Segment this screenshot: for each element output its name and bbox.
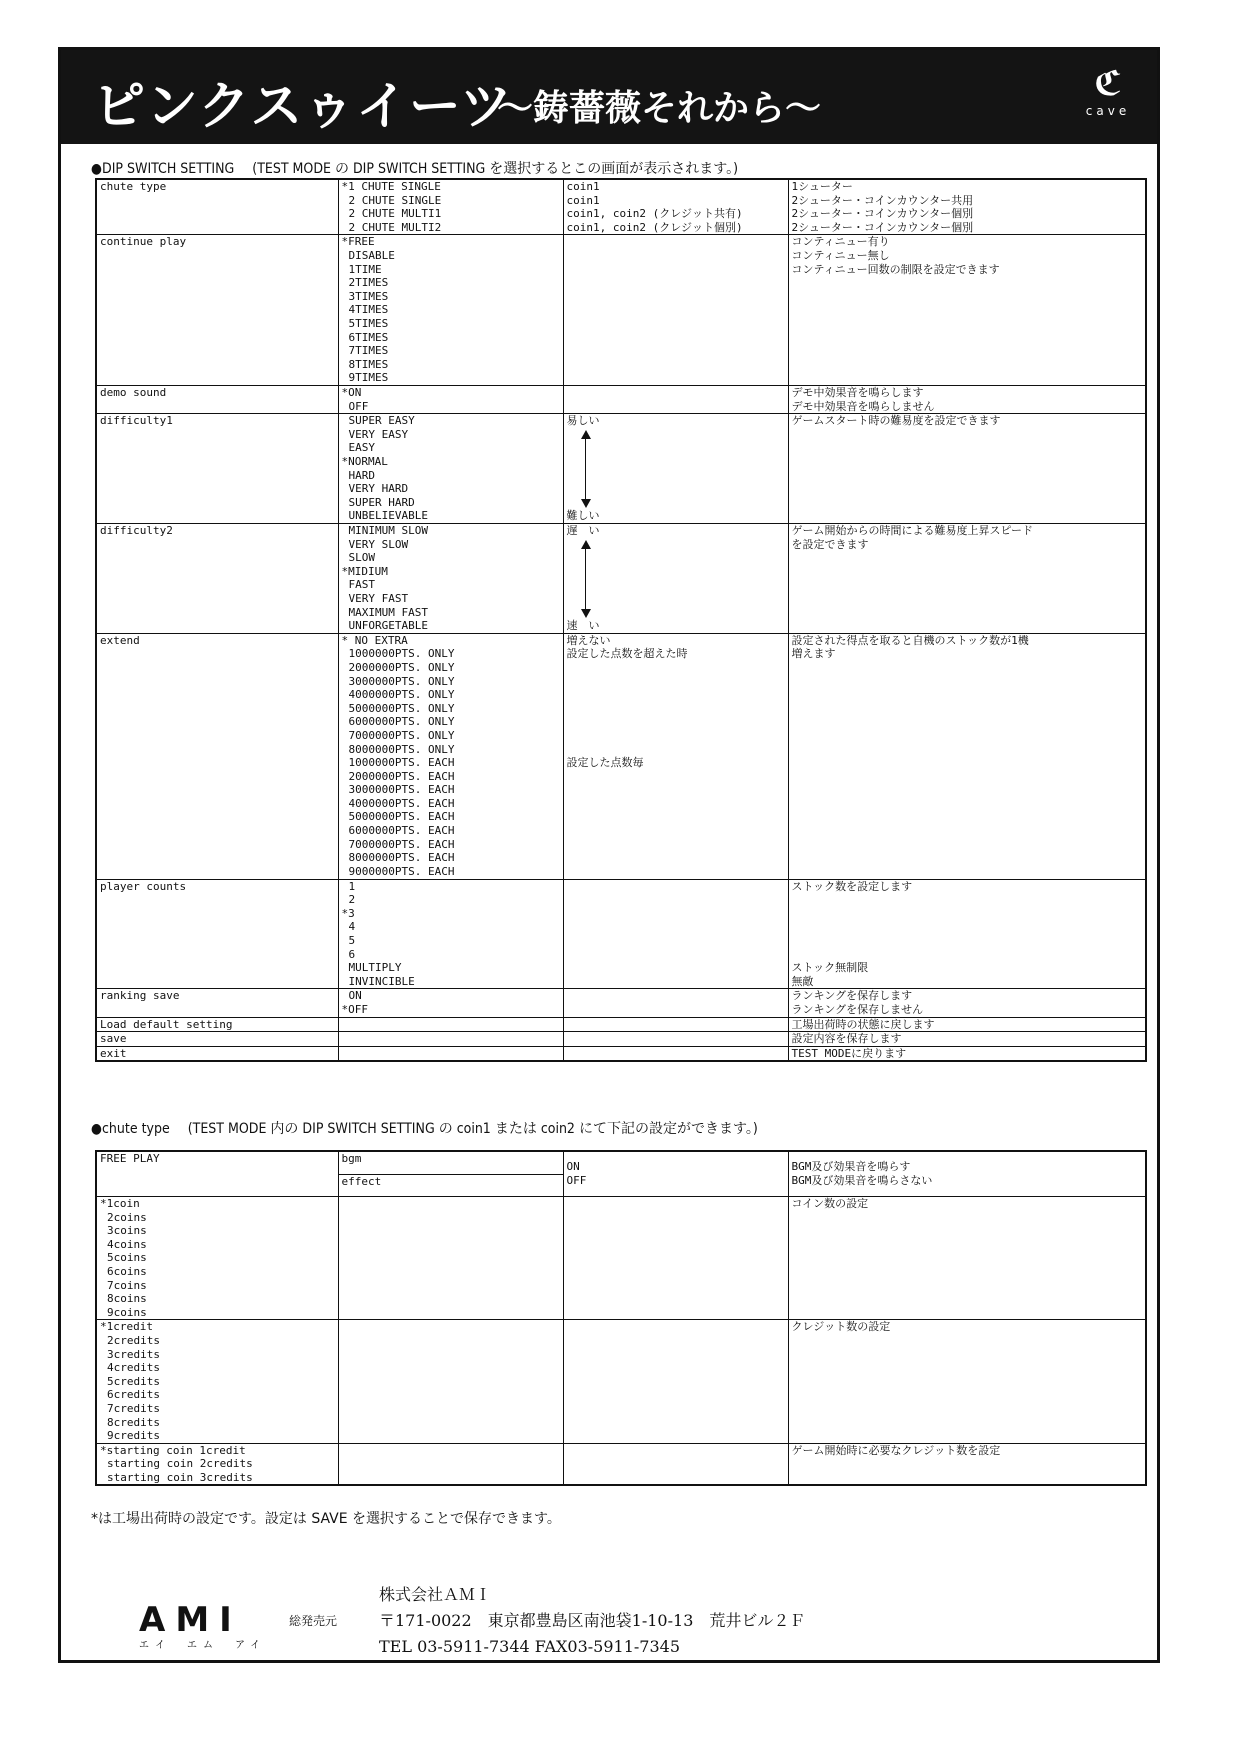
setting-value: [567, 743, 785, 757]
setting-option: UNBELIEVABLE: [348, 509, 428, 523]
setting-option: *OFF: [341, 1002, 368, 1016]
starting-cell: [96, 1443, 338, 1485]
setting-option: 7TIMES: [348, 344, 389, 358]
distributor-label: 総発売元: [289, 1614, 338, 1628]
setting-name: Load default setting: [100, 1017, 233, 1031]
starting-option: starting coin 2credits: [107, 1457, 253, 1471]
setting-option: *FREE: [341, 235, 375, 249]
company-address: 〒171-0022 東京都豊島区南池袋1-10-13 荒井ビル２Ｆ: [379, 1611, 806, 1630]
table-row: [96, 179, 1146, 235]
credits-option: 3credits: [107, 1347, 160, 1361]
coins-option: 3coins: [107, 1224, 147, 1238]
company-info: [379, 1582, 805, 1660]
setting-description: デモ中効果音を鳴らします: [791, 385, 924, 399]
setting-option: 4000000PTS. ONLY: [348, 688, 455, 702]
coins-cell: [96, 1197, 338, 1320]
setting-option: MINIMUM SLOW: [348, 523, 428, 537]
table-row: [96, 633, 1146, 879]
setting-option: 8TIMES: [348, 357, 389, 371]
range-bottom-label: 難しい: [566, 509, 600, 523]
coins-desc: コイン数の設定: [791, 1197, 869, 1210]
setting-name: player counts: [100, 879, 187, 893]
setting-option: 6000000PTS. EACH: [348, 824, 455, 838]
dip-switch-table: [95, 178, 1147, 1062]
setting-description: [792, 920, 1143, 934]
setting-option: 1000000PTS. ONLY: [348, 647, 455, 661]
table-row: [96, 1017, 1146, 1032]
setting-name: continue play: [100, 235, 187, 249]
setting-option: 6: [348, 947, 356, 961]
dip-title-note: (TEST MODE の DIP SWITCH SETTING を選択するとこの画面が表示されます。): [252, 161, 739, 177]
setting-option: 8000000PTS. ONLY: [348, 742, 455, 756]
coins-option: *1coin: [100, 1197, 140, 1210]
coins-option: 5coins: [107, 1251, 147, 1265]
cave-logo-text: cave: [1085, 104, 1131, 118]
table-row: [96, 523, 1146, 633]
table-row: [96, 989, 1146, 1017]
range-bottom-label: 速 い: [566, 619, 600, 633]
free-play-label: FREE PLAY: [100, 1152, 160, 1165]
setting-option: *NORMAL: [341, 454, 388, 468]
coins-option: 7coins: [107, 1278, 147, 1292]
setting-description: ゲーム開始からの時間による難易度上昇スピード: [791, 523, 1034, 537]
setting-description: 無敵: [791, 974, 814, 988]
setting-name: exit: [100, 1046, 127, 1060]
setting-option: 4TIMES: [348, 303, 389, 317]
setting-option: *3: [341, 906, 355, 920]
setting-name: difficulty2: [100, 523, 173, 537]
starting-desc: ゲーム開始時に必要なクレジット数を設定: [791, 1443, 1001, 1457]
setting-value: [567, 729, 785, 743]
setting-name: demo sound: [100, 385, 167, 399]
cave-logo: [1081, 64, 1135, 118]
setting-option: 3TIMES: [348, 289, 389, 303]
setting-description: 2シューター・コインカウンター個別: [791, 207, 974, 221]
chute-type-table: [95, 1150, 1147, 1486]
dip-title-text: ●DIP SWITCH SETTING: [91, 161, 235, 177]
setting-option: 5000000PTS. EACH: [348, 810, 455, 824]
setting-option: INVINCIBLE: [348, 974, 415, 988]
credits-option: 2credits: [107, 1333, 160, 1347]
title-banner: [61, 50, 1157, 144]
credits-option: 9credits: [107, 1429, 160, 1443]
setting-description: コンティニュー回数の制限を設定できます: [791, 262, 1000, 276]
credits-option: *1credit: [100, 1320, 153, 1334]
setting-description: ランキングを保存しません: [791, 1002, 924, 1016]
range-arrow-icon: [567, 428, 785, 510]
dip-section-title: [91, 158, 738, 178]
setting-description: を設定できます: [791, 537, 869, 551]
setting-description: 1シューター: [791, 180, 853, 193]
table-row: [96, 1151, 1146, 1174]
setting-description: コンティニュー無し: [791, 248, 890, 262]
document-frame: [58, 47, 1160, 1663]
setting-description: ゲームスタート時の難易度を設定できます: [791, 414, 1001, 428]
setting-option: SUPER HARD: [348, 495, 415, 509]
range-top-label: 遅 い: [566, 523, 600, 537]
setting-name: difficulty1: [100, 414, 173, 428]
coins-option: 2coins: [107, 1210, 147, 1224]
setting-option: 3000000PTS. EACH: [348, 783, 455, 797]
company-name: 株式会社ＡＭＩ: [379, 1585, 492, 1604]
setting-value: [567, 675, 785, 689]
credits-option: 5credits: [107, 1374, 160, 1388]
setting-option: FAST: [348, 578, 375, 592]
setting-option: SUPER EASY: [348, 414, 415, 428]
setting-option: 1: [348, 879, 356, 893]
setting-option: 2: [348, 893, 356, 907]
setting-option: 5TIMES: [348, 316, 389, 330]
setting-value: [567, 661, 785, 675]
setting-value: 増えない: [566, 633, 611, 647]
setting-option: 2 CHUTE MULTI1: [348, 207, 442, 221]
setting-option: OFF: [348, 399, 369, 413]
coins-option: 9coins: [107, 1305, 147, 1319]
setting-description: [792, 907, 1143, 921]
table-row: [96, 1032, 1146, 1047]
setting-description: 設定内容を保存します: [791, 1032, 902, 1046]
table-row: [96, 235, 1146, 386]
setting-option: HARD: [348, 468, 375, 482]
setting-option: 7000000PTS. ONLY: [348, 728, 455, 742]
setting-value: 設定した点数を超えた時: [566, 647, 688, 661]
setting-option: 5000000PTS. ONLY: [348, 701, 455, 715]
setting-option: 1TIME: [348, 262, 382, 276]
ami-logo-text: AMI: [139, 1600, 242, 1640]
setting-option: *MIDIUM: [341, 564, 388, 578]
cave-logo-icon: ℭ: [1094, 64, 1122, 104]
ami-logo-kana: エイ エム アイ: [139, 1640, 267, 1651]
setting-description: ストック数を設定します: [791, 879, 913, 893]
setting-value: coin1, coin2 (クレジット個別): [566, 220, 743, 234]
free-play-desc-off: BGM及び効果音を鳴らさない: [791, 1174, 933, 1187]
setting-option: 8000000PTS. EACH: [348, 851, 455, 865]
coins-option: 4coins: [107, 1237, 147, 1251]
setting-option: 4: [348, 920, 356, 934]
credits-option: 4credits: [107, 1361, 160, 1375]
off-label: OFF: [566, 1174, 587, 1187]
setting-value: [567, 688, 785, 702]
game-subtitle: 〜鋳薔薇それから〜: [497, 88, 822, 129]
setting-option: SLOW: [348, 551, 375, 565]
setting-value: coin1: [566, 193, 600, 207]
setting-option: MAXIMUM FAST: [348, 605, 428, 619]
on-label: ON: [566, 1160, 580, 1174]
range-top-label: 易しい: [566, 414, 600, 428]
setting-description: 工場出荷時の状態に戻します: [791, 1017, 935, 1031]
credits-option: 8credits: [107, 1415, 160, 1429]
chute-section-title: [91, 1118, 758, 1138]
setting-option: VERY SLOW: [348, 537, 409, 551]
chute-title-note: (TEST MODE 内の DIP SWITCH SETTING の coin1 または coin2 にて下記の設定ができます。): [187, 1121, 758, 1137]
setting-option: *1 CHUTE SINGLE: [341, 180, 441, 193]
setting-description: 2シューター・コインカウンター共用: [791, 193, 974, 207]
setting-description: デモ中効果音を鳴らしません: [791, 399, 935, 413]
setting-name: save: [100, 1032, 127, 1046]
setting-description: コンティニュー有り: [791, 235, 890, 249]
setting-option: VERY HARD: [348, 482, 409, 496]
credits-cell: [96, 1320, 338, 1443]
setting-description: 2シューター・コインカウンター個別: [791, 220, 974, 234]
range-arrow-icon: [567, 538, 785, 620]
setting-option: ON: [348, 989, 362, 1003]
setting-option: *ON: [341, 385, 362, 399]
setting-option: 9000000PTS. EACH: [348, 864, 455, 878]
setting-option: 5: [348, 933, 356, 947]
setting-option: 1000000PTS. EACH: [348, 756, 455, 770]
bgm-label: bgm: [341, 1152, 362, 1165]
table-row: [96, 1197, 1146, 1320]
setting-option: DISABLE: [348, 248, 395, 262]
setting-option: 7000000PTS. EACH: [348, 837, 455, 851]
setting-option: * NO EXTRA: [341, 633, 408, 647]
footer: [61, 1560, 1157, 1663]
table-row: [96, 879, 1146, 989]
setting-option: 2000000PTS. ONLY: [348, 660, 455, 674]
setting-description: [792, 934, 1143, 948]
setting-option: VERY EASY: [348, 427, 409, 441]
setting-name: chute type: [100, 180, 167, 193]
company-tel: TEL 03-5911-7344 FAX03-5911-7345: [379, 1637, 681, 1656]
setting-description: ランキングを保存します: [791, 989, 913, 1003]
credits-option: 6credits: [107, 1388, 160, 1402]
setting-description: 設定された得点を取ると自機のストック数が1機: [791, 633, 1029, 647]
setting-value: 設定した点数毎: [566, 756, 644, 770]
setting-option: 4000000PTS. EACH: [348, 796, 455, 810]
table-row: [96, 1443, 1146, 1485]
setting-option: EASY: [348, 441, 375, 455]
chute-title-text: ●chute type: [91, 1121, 170, 1137]
setting-name: ranking save: [100, 989, 180, 1003]
setting-description: [792, 893, 1143, 907]
setting-option: MULTIPLY: [348, 961, 402, 975]
setting-option: 6000000PTS. ONLY: [348, 715, 455, 729]
table-row: [96, 1046, 1146, 1061]
setting-option: 2TIMES: [348, 276, 389, 290]
setting-option: 2 CHUTE SINGLE: [348, 193, 442, 207]
starting-option: starting coin 3credits: [107, 1470, 253, 1484]
setting-option: 2000000PTS. EACH: [348, 769, 455, 783]
setting-option: 2 CHUTE MULTI2: [348, 220, 442, 234]
free-play-desc-on: BGM及び効果音を鳴らす: [791, 1160, 911, 1174]
setting-description: [792, 948, 1143, 962]
effect-label: effect: [341, 1174, 382, 1188]
starting-option: *starting coin 1credit: [100, 1443, 246, 1457]
ami-logo: [139, 1600, 266, 1651]
setting-name: extend: [100, 633, 140, 647]
footnote: *は工場出荷時の設定です。設定は SAVE を選択することで保存できます。: [91, 1511, 561, 1527]
setting-value: coin1: [566, 180, 600, 193]
setting-option: 6TIMES: [348, 330, 389, 344]
setting-value: coin1, coin2 (クレジット共有): [566, 207, 743, 221]
coins-option: 8coins: [107, 1292, 147, 1306]
table-row: [96, 385, 1146, 413]
setting-description: 増えます: [791, 647, 836, 661]
setting-option: 3000000PTS. ONLY: [348, 674, 455, 688]
setting-option: UNFORGETABLE: [348, 619, 428, 633]
setting-description: TEST MODEに戻ります: [791, 1046, 907, 1060]
setting-option: VERY FAST: [348, 591, 409, 605]
setting-option: 9TIMES: [348, 371, 389, 385]
setting-value: [567, 715, 785, 729]
coins-option: 6coins: [107, 1264, 147, 1278]
game-title: ピンクスゥイーツ: [93, 77, 513, 137]
setting-value: [567, 702, 785, 716]
setting-description: ストック無制限: [791, 961, 869, 975]
credits-desc: クレジット数の設定: [791, 1320, 891, 1334]
table-row: [96, 414, 1146, 524]
credits-option: 7credits: [107, 1401, 160, 1415]
table-row: [96, 1320, 1146, 1443]
